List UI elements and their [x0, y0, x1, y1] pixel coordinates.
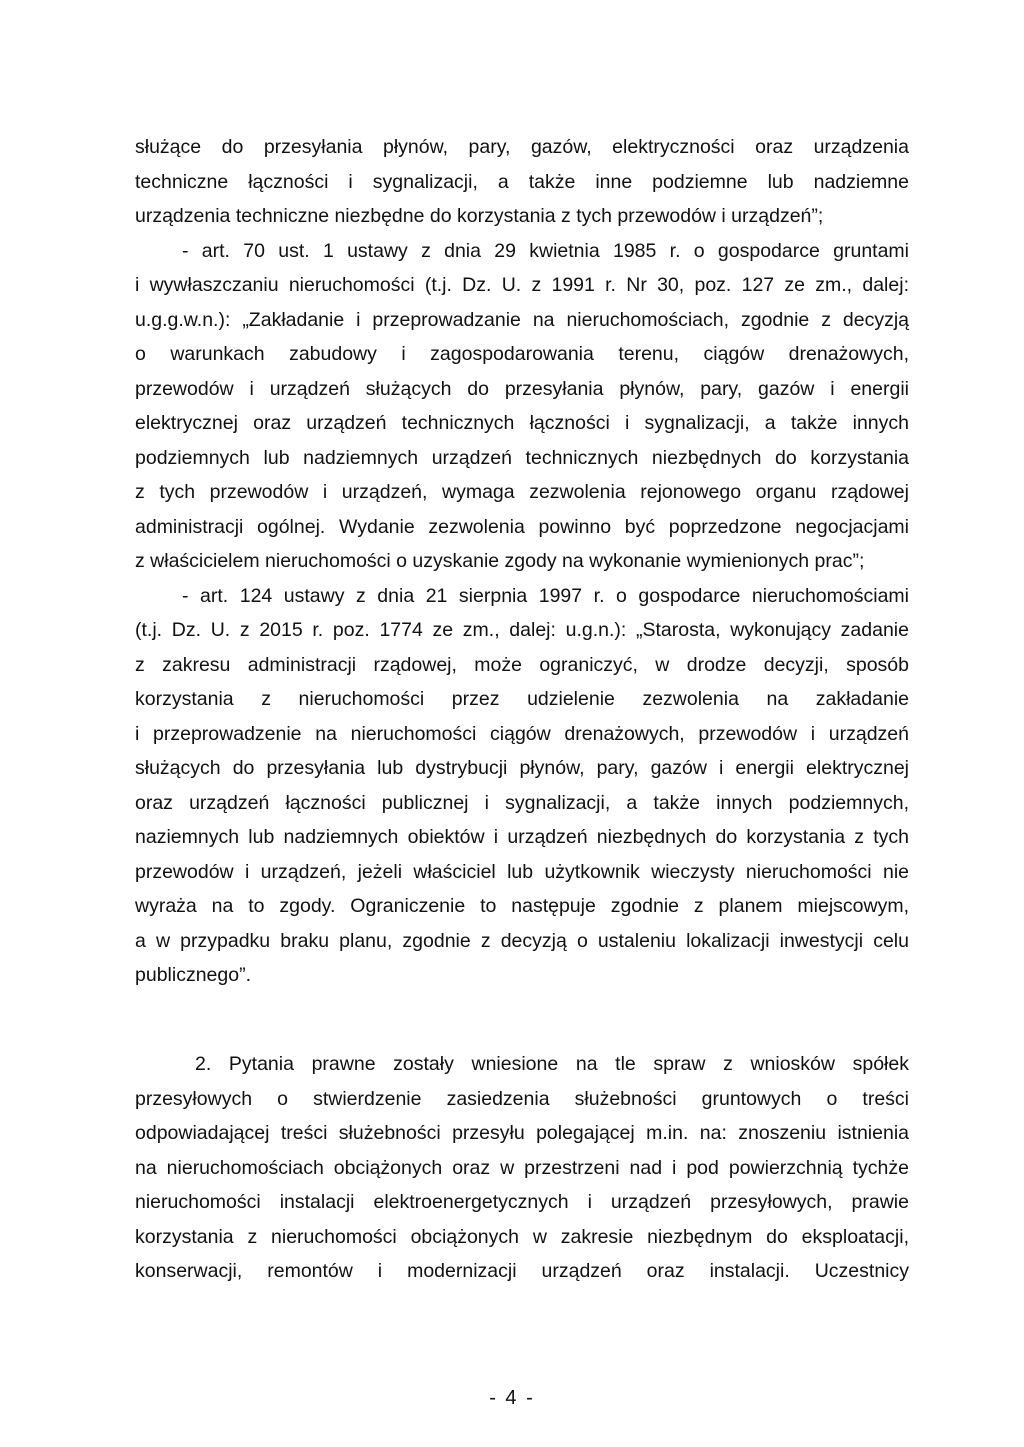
text-line: przesyłowych o stwierdzenie zasiedzenia służebności gruntowych o treści: [135, 1087, 909, 1110]
text-line: naziemnych lub nadziemnych obiektów i urządzeń niezbędnych do korzystania z tych: [135, 826, 909, 848]
text-line: nieruchomości instalacji elektroenergetycznych i urządzeń przesyłowych, prawie: [135, 1191, 909, 1213]
document-body-upper: [135, 130, 909, 993]
text-line: o warunkach zabudowy i zagospodarowania terenu, ciągów drenażowych,: [135, 343, 909, 365]
text-line: - art. 70 ust. 1 ustawy z dnia 29 kwietnia 1985 r. o gospodarce gruntami: [182, 239, 909, 262]
text-line: administracji ogólnej. Wydanie zezwolenia powinno być poprzedzone negocjacjami: [135, 515, 909, 538]
text-line: korzystania z nieruchomości przez udzielenie zezwolenia na zakładanie: [135, 688, 909, 710]
paragraph-art-124: [135, 579, 909, 993]
text-line: podziemnych lub nadziemnych urządzeń technicznych niezbędnych do korzystania: [135, 446, 909, 469]
text-line: a w przypadku braku planu, zgodnie z decyzją o ustaleniu lokalizacji inwestycji celu: [135, 929, 909, 952]
text-line: i przeprowadzenie na nieruchomości ciągów drenażowych, przewodów i urządzeń: [135, 722, 909, 745]
text-line: odpowiadającej treści służebności przesyłu polegającej m.in. na: znoszeniu istnienia: [135, 1122, 909, 1144]
text-line: konserwacji, remontów i modernizacji urządzeń oraz instalacji. Uczestnicy: [135, 1260, 909, 1282]
paragraph-section-2: [135, 1047, 909, 1289]
text-line: korzystania z nieruchomości obciążonych w zakresie niezbędnym do eksploatacji,: [135, 1225, 909, 1248]
text-line: wyraża na to zgody. Ograniczenie to następuje zgodnie z planem miejscowym,: [135, 895, 909, 917]
text-line: urządzenia techniczne niezbędne do korzystania z tych przewodów i urządzeń”;: [135, 205, 824, 227]
text-line: na nieruchomościach obciążonych oraz w przestrzeni nad i pod powierzchnią tychże: [135, 1156, 909, 1179]
text-line: z zakresu administracji rządowej, może ograniczyć, w drodze decyzji, sposób: [135, 653, 909, 676]
text-line: 2. Pytania prawne zostały wniesione na tle spraw z wniosków spółek: [195, 1053, 909, 1075]
text-line: oraz urządzeń łączności publicznej i sygnalizacji, a także innych podziemnych,: [135, 791, 909, 814]
text-line: techniczne łączności i sygnalizacji, a także inne podziemne lub nadziemne: [135, 170, 909, 193]
text-line: służących do przesyłania lub dystrybucji płynów, pary, gazów i energii elektrycznej: [135, 757, 909, 779]
text-line: służące do przesyłania płynów, pary, gazów, elektryczności oraz urządzenia: [135, 136, 909, 158]
text-line: - art. 124 ustawy z dnia 21 sierpnia 1997 r. o gospodarce nieruchomościami: [182, 584, 909, 607]
text-line: i wywłaszczaniu nieruchomości (t.j. Dz. U. z 1991 r. Nr 30, poz. 127 ze zm., dalej:: [135, 274, 909, 296]
text-line: (t.j. Dz. U. z 2015 r. poz. 1774 ze zm., dalej: u.g.n.): „Starosta, wykonujący zadanie: [135, 619, 909, 641]
page-number: - 4 -: [489, 1387, 535, 1409]
text-line: elektrycznej oraz urządzeń technicznych łączności i sygnalizacji, a także innych: [135, 412, 909, 434]
paragraph-continuation: [135, 130, 909, 234]
text-line: u.g.g.w.n.): „Zakładanie i przeprowadzanie na nieruchomościach, zgodnie z decyzją: [135, 308, 909, 331]
paragraph-art-70: [135, 234, 909, 579]
document-body-lower: [135, 1047, 909, 1289]
text-line: z właścicielem nieruchomości o uzyskanie zgody na wykonanie wymienionych prac”;: [135, 550, 865, 572]
text-line: przewodów i urządzeń, jeżeli właściciel lub użytkownik wieczysty nieruchomości nie: [135, 860, 909, 883]
text-line: z tych przewodów i urządzeń, wymaga zezwolenia rejonowego organu rządowej: [135, 481, 909, 503]
text-line: publicznego”.: [135, 964, 251, 986]
text-line: przewodów i urządzeń służących do przesyłania płynów, pary, gazów i energii: [135, 377, 909, 400]
